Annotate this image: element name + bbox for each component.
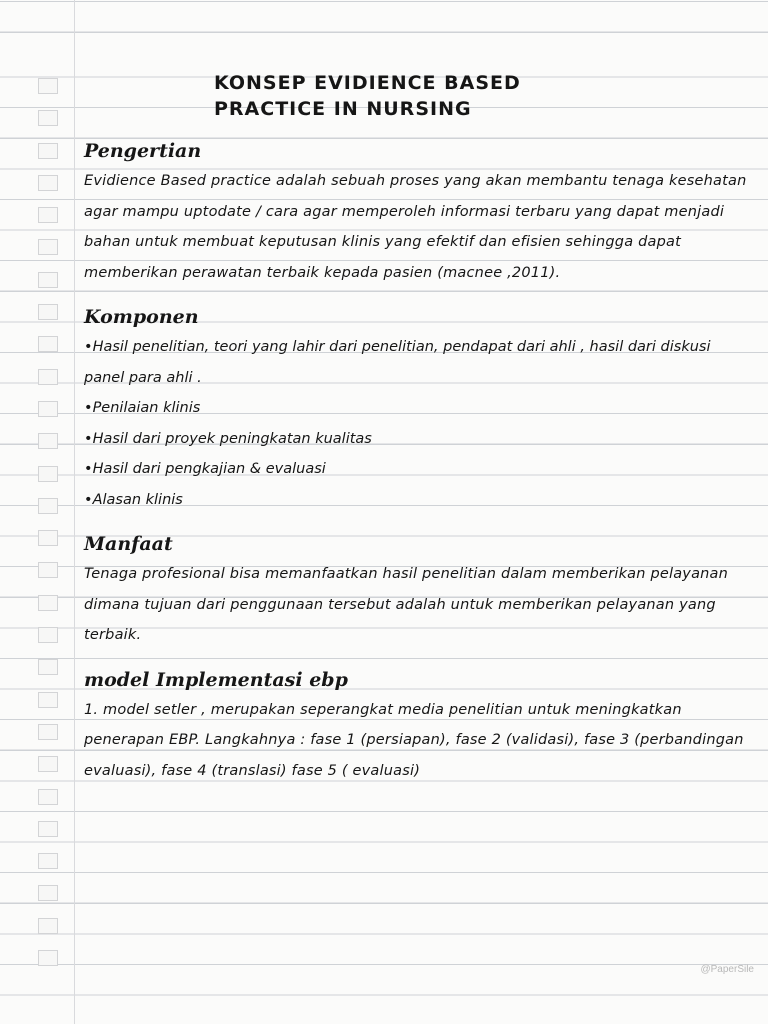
section-body: Evidience Based practice adalah sebuah proses yang akan membantu tenaga kesehatan agar mampu uptodate / cara agar memperoleh informasi terbaru yang dapat menjadi bahan untuk membuat keputusan klinis yang efektif dan efisien sehingga dapat memberikan perawatan terbaik kepada pasien (macnee ,2011). bbox=[84, 173, 747, 281]
list-item bbox=[84, 393, 754, 424]
list-item bbox=[84, 424, 754, 455]
list-item bbox=[84, 485, 754, 516]
margin-line bbox=[74, 0, 75, 1024]
binding-hole bbox=[38, 562, 58, 578]
list-item-text: Penilaian klinis bbox=[92, 400, 201, 416]
binding-hole bbox=[38, 724, 58, 740]
bullet-icon: • bbox=[84, 430, 93, 447]
binding-hole bbox=[38, 821, 58, 837]
binding-hole bbox=[38, 692, 58, 708]
section-komponen bbox=[84, 302, 754, 515]
list-item-text: Hasil dari proyek peningkatan kualitas bbox=[92, 430, 372, 447]
notes-content bbox=[84, 70, 754, 786]
binding-hole bbox=[38, 239, 58, 255]
section-body: 1. model setler , merupakan seperangkat media penelitian untuk meningkatkan penerapan EBP. Langkahnya : fase 1 (persiapan), fase 2 (validasi), fase 3 (perbandingan evaluasi), fase 4 (translasi) fase 5 ( evaluasi) bbox=[84, 701, 744, 779]
bullet-icon: • bbox=[84, 339, 93, 355]
binding-hole bbox=[38, 530, 58, 546]
binding-hole bbox=[38, 143, 58, 159]
komponen-list bbox=[84, 332, 754, 515]
binding-hole bbox=[38, 304, 58, 320]
bullet-icon: • bbox=[84, 491, 93, 508]
binding-holes bbox=[38, 78, 60, 982]
list-item bbox=[84, 454, 754, 485]
binding-hole bbox=[38, 756, 58, 772]
list-item-text: Alasan klinis bbox=[92, 491, 183, 508]
binding-hole bbox=[38, 918, 58, 934]
bullet-icon: • bbox=[84, 400, 93, 416]
binding-hole bbox=[38, 78, 58, 94]
list-item-text: Hasil dari pengkajian & evaluasi bbox=[92, 461, 326, 477]
list-item-text: Hasil penelitian, teori yang lahir dari penelitian, pendapat dari ahli , hasil dari diskusi panel para ahli . bbox=[84, 339, 711, 386]
binding-hole bbox=[38, 110, 58, 126]
section-model bbox=[84, 665, 754, 787]
section-heading: Pengertian bbox=[84, 140, 202, 162]
binding-hole bbox=[38, 627, 58, 643]
page-title bbox=[214, 70, 754, 122]
section-heading: Manfaat bbox=[84, 533, 173, 555]
section-heading: model Implementasi ebp bbox=[84, 668, 348, 691]
binding-hole bbox=[38, 433, 58, 449]
title-line-2: PRACTICE IN NURSING bbox=[214, 98, 472, 120]
binding-hole bbox=[38, 175, 58, 191]
binding-hole bbox=[38, 885, 58, 901]
binding-hole bbox=[38, 272, 58, 288]
binding-hole bbox=[38, 595, 58, 611]
binding-hole bbox=[38, 789, 58, 805]
binding-hole bbox=[38, 207, 58, 223]
watermark: @PaperSile bbox=[700, 964, 754, 975]
binding-hole bbox=[38, 950, 58, 966]
binding-hole bbox=[38, 401, 58, 417]
binding-hole bbox=[38, 369, 58, 385]
section-pengertian bbox=[84, 136, 754, 288]
list-item bbox=[84, 332, 754, 393]
binding-hole bbox=[38, 659, 58, 675]
binding-hole bbox=[38, 498, 58, 514]
binding-hole bbox=[38, 336, 58, 352]
section-manfaat bbox=[84, 529, 754, 651]
binding-hole bbox=[38, 853, 58, 869]
section-heading: Komponen bbox=[84, 306, 199, 328]
title-line-1: KONSEP EVIDIENCE BASED bbox=[214, 72, 521, 94]
section-body: Tenaga profesional bisa memanfaatkan hasil penelitian dalam memberikan pelayanan dimana tujuan dari penggunaan tersebut adalah untuk memberikan pelayanan yang terbaik. bbox=[84, 566, 729, 643]
binding-hole bbox=[38, 466, 58, 482]
bullet-icon: • bbox=[84, 461, 93, 477]
